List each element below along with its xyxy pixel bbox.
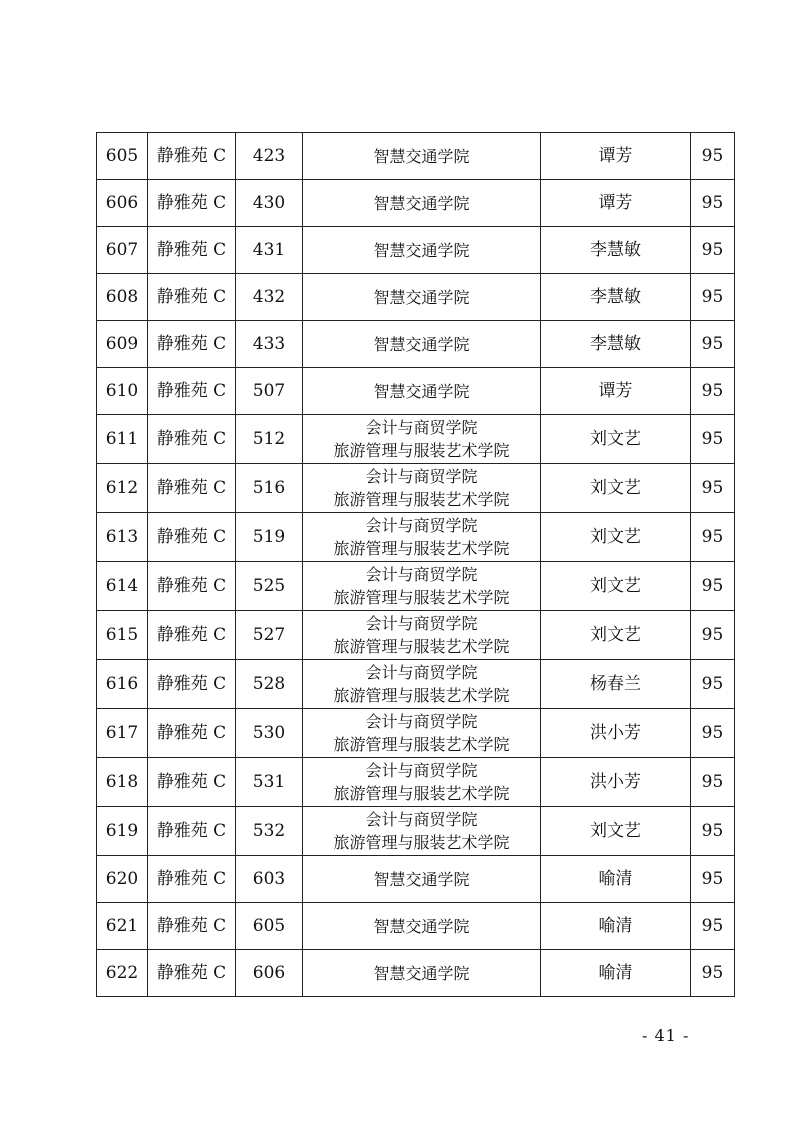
- table-row: [97, 562, 735, 611]
- cell-room: 532: [236, 807, 303, 856]
- cell-number: 616: [97, 660, 148, 709]
- table-row: [97, 513, 735, 562]
- cell-college: [303, 856, 541, 903]
- college-name: 会计与商贸学院: [365, 516, 478, 535]
- table-row: [97, 368, 735, 415]
- cell-building: 静雅苑 C: [148, 950, 236, 997]
- college-name: 旅游管理与服装艺术学院: [333, 441, 510, 460]
- table-row: [97, 227, 735, 274]
- cell-room: 603: [236, 856, 303, 903]
- cell-building: 静雅苑 C: [148, 274, 236, 321]
- cell-score: 95: [691, 227, 735, 274]
- cell-building: 静雅苑 C: [148, 903, 236, 950]
- cell-number: 622: [97, 950, 148, 997]
- cell-room: 519: [236, 513, 303, 562]
- dorm-inspection-table: [96, 132, 735, 997]
- table-row: [97, 660, 735, 709]
- cell-number: 613: [97, 513, 148, 562]
- cell-room: 606: [236, 950, 303, 997]
- cell-number: 610: [97, 368, 148, 415]
- cell-college: [303, 513, 541, 562]
- cell-building: 静雅苑 C: [148, 807, 236, 856]
- cell-score: 95: [691, 903, 735, 950]
- cell-score: 95: [691, 368, 735, 415]
- cell-building: 静雅苑 C: [148, 562, 236, 611]
- cell-score: 95: [691, 950, 735, 997]
- cell-score: 95: [691, 709, 735, 758]
- college-name: 旅游管理与服装艺术学院: [333, 784, 510, 803]
- cell-number: 617: [97, 709, 148, 758]
- cell-college: [303, 562, 541, 611]
- table-row: [97, 321, 735, 368]
- cell-college: [303, 807, 541, 856]
- cell-building: 静雅苑 C: [148, 227, 236, 274]
- college-name: 智慧交通学院: [373, 916, 470, 936]
- cell-building: 静雅苑 C: [148, 513, 236, 562]
- cell-teacher: 李慧敏: [541, 227, 691, 274]
- cell-building: 静雅苑 C: [148, 321, 236, 368]
- cell-teacher: 刘文艺: [541, 513, 691, 562]
- cell-college: [303, 758, 541, 807]
- cell-number: 609: [97, 321, 148, 368]
- cell-building: 静雅苑 C: [148, 180, 236, 227]
- cell-building: 静雅苑 C: [148, 856, 236, 903]
- college-name: 旅游管理与服装艺术学院: [333, 833, 510, 852]
- cell-teacher: 洪小芳: [541, 709, 691, 758]
- college-name: 会计与商贸学院: [365, 565, 478, 584]
- cell-teacher: 洪小芳: [541, 758, 691, 807]
- college-name: 智慧交通学院: [373, 193, 470, 213]
- cell-teacher: 谭芳: [541, 368, 691, 415]
- college-name: 旅游管理与服装艺术学院: [333, 490, 510, 509]
- cell-score: 95: [691, 513, 735, 562]
- table-row: [97, 180, 735, 227]
- cell-teacher: 刘文艺: [541, 562, 691, 611]
- cell-room: 525: [236, 562, 303, 611]
- college-name: 旅游管理与服装艺术学院: [333, 637, 510, 656]
- table-row: [97, 709, 735, 758]
- cell-college: [303, 274, 541, 321]
- cell-number: 619: [97, 807, 148, 856]
- cell-building: 静雅苑 C: [148, 660, 236, 709]
- college-name: 旅游管理与服装艺术学院: [333, 735, 510, 754]
- cell-college: [303, 133, 541, 180]
- cell-teacher: 喻清: [541, 950, 691, 997]
- cell-room: 516: [236, 464, 303, 513]
- cell-teacher: 喻清: [541, 856, 691, 903]
- cell-room: 507: [236, 368, 303, 415]
- table-row: [97, 274, 735, 321]
- cell-teacher: 谭芳: [541, 180, 691, 227]
- table-row: [97, 903, 735, 950]
- college-name: 智慧交通学院: [373, 334, 470, 354]
- college-name: 会计与商贸学院: [365, 810, 478, 829]
- cell-score: 95: [691, 133, 735, 180]
- college-name: 会计与商贸学院: [365, 614, 478, 633]
- cell-number: 611: [97, 415, 148, 464]
- cell-room: 431: [236, 227, 303, 274]
- cell-score: 95: [691, 660, 735, 709]
- cell-building: 静雅苑 C: [148, 611, 236, 660]
- cell-number: 608: [97, 274, 148, 321]
- cell-score: 95: [691, 758, 735, 807]
- table-row: [97, 856, 735, 903]
- cell-number: 620: [97, 856, 148, 903]
- cell-number: 606: [97, 180, 148, 227]
- cell-room: 423: [236, 133, 303, 180]
- cell-room: 605: [236, 903, 303, 950]
- cell-teacher: 刘文艺: [541, 464, 691, 513]
- cell-score: 95: [691, 180, 735, 227]
- cell-score: 95: [691, 415, 735, 464]
- college-name: 会计与商贸学院: [365, 467, 478, 486]
- college-name: 旅游管理与服装艺术学院: [333, 588, 510, 607]
- cell-score: 95: [691, 464, 735, 513]
- college-name: 智慧交通学院: [373, 381, 470, 401]
- college-name: 智慧交通学院: [373, 963, 470, 983]
- cell-teacher: 刘文艺: [541, 415, 691, 464]
- cell-building: 静雅苑 C: [148, 415, 236, 464]
- cell-number: 612: [97, 464, 148, 513]
- cell-college: [303, 660, 541, 709]
- college-name: 会计与商贸学院: [365, 663, 478, 682]
- cell-score: 95: [691, 274, 735, 321]
- cell-building: 静雅苑 C: [148, 133, 236, 180]
- cell-number: 614: [97, 562, 148, 611]
- cell-teacher: 谭芳: [541, 133, 691, 180]
- cell-teacher: 李慧敏: [541, 321, 691, 368]
- college-name: 智慧交通学院: [373, 287, 470, 307]
- cell-room: 527: [236, 611, 303, 660]
- cell-score: 95: [691, 562, 735, 611]
- table-body: [97, 133, 735, 997]
- cell-number: 618: [97, 758, 148, 807]
- college-name: 会计与商贸学院: [365, 418, 478, 437]
- cell-room: 432: [236, 274, 303, 321]
- cell-teacher: 喻清: [541, 903, 691, 950]
- cell-college: [303, 321, 541, 368]
- table-row: [97, 133, 735, 180]
- college-name: 智慧交通学院: [373, 869, 470, 889]
- college-name: 会计与商贸学院: [365, 712, 478, 731]
- cell-college: [303, 611, 541, 660]
- cell-teacher: 李慧敏: [541, 274, 691, 321]
- college-name: 旅游管理与服装艺术学院: [333, 686, 510, 705]
- cell-college: [303, 903, 541, 950]
- cell-score: 95: [691, 807, 735, 856]
- cell-building: 静雅苑 C: [148, 464, 236, 513]
- cell-room: 531: [236, 758, 303, 807]
- cell-building: 静雅苑 C: [148, 368, 236, 415]
- college-name: 智慧交通学院: [373, 146, 470, 166]
- table-row: [97, 758, 735, 807]
- cell-room: 528: [236, 660, 303, 709]
- cell-college: [303, 709, 541, 758]
- cell-number: 621: [97, 903, 148, 950]
- cell-room: 430: [236, 180, 303, 227]
- cell-teacher: 刘文艺: [541, 807, 691, 856]
- cell-room: 530: [236, 709, 303, 758]
- cell-score: 95: [691, 856, 735, 903]
- table-row: [97, 807, 735, 856]
- table-row: [97, 611, 735, 660]
- cell-building: 静雅苑 C: [148, 709, 236, 758]
- page-number: - 41 -: [642, 1026, 690, 1045]
- cell-room: 512: [236, 415, 303, 464]
- table-row: [97, 464, 735, 513]
- cell-score: 95: [691, 321, 735, 368]
- college-name: 智慧交通学院: [373, 240, 470, 260]
- cell-number: 605: [97, 133, 148, 180]
- cell-score: 95: [691, 611, 735, 660]
- cell-number: 615: [97, 611, 148, 660]
- cell-college: [303, 950, 541, 997]
- cell-room: 433: [236, 321, 303, 368]
- cell-building: 静雅苑 C: [148, 758, 236, 807]
- college-name: 旅游管理与服装艺术学院: [333, 539, 510, 558]
- cell-teacher: 杨春兰: [541, 660, 691, 709]
- cell-teacher: 刘文艺: [541, 611, 691, 660]
- table-row: [97, 415, 735, 464]
- college-name: 会计与商贸学院: [365, 761, 478, 780]
- cell-college: [303, 464, 541, 513]
- cell-college: [303, 227, 541, 274]
- cell-college: [303, 415, 541, 464]
- cell-college: [303, 180, 541, 227]
- cell-number: 607: [97, 227, 148, 274]
- cell-college: [303, 368, 541, 415]
- table-row: [97, 950, 735, 997]
